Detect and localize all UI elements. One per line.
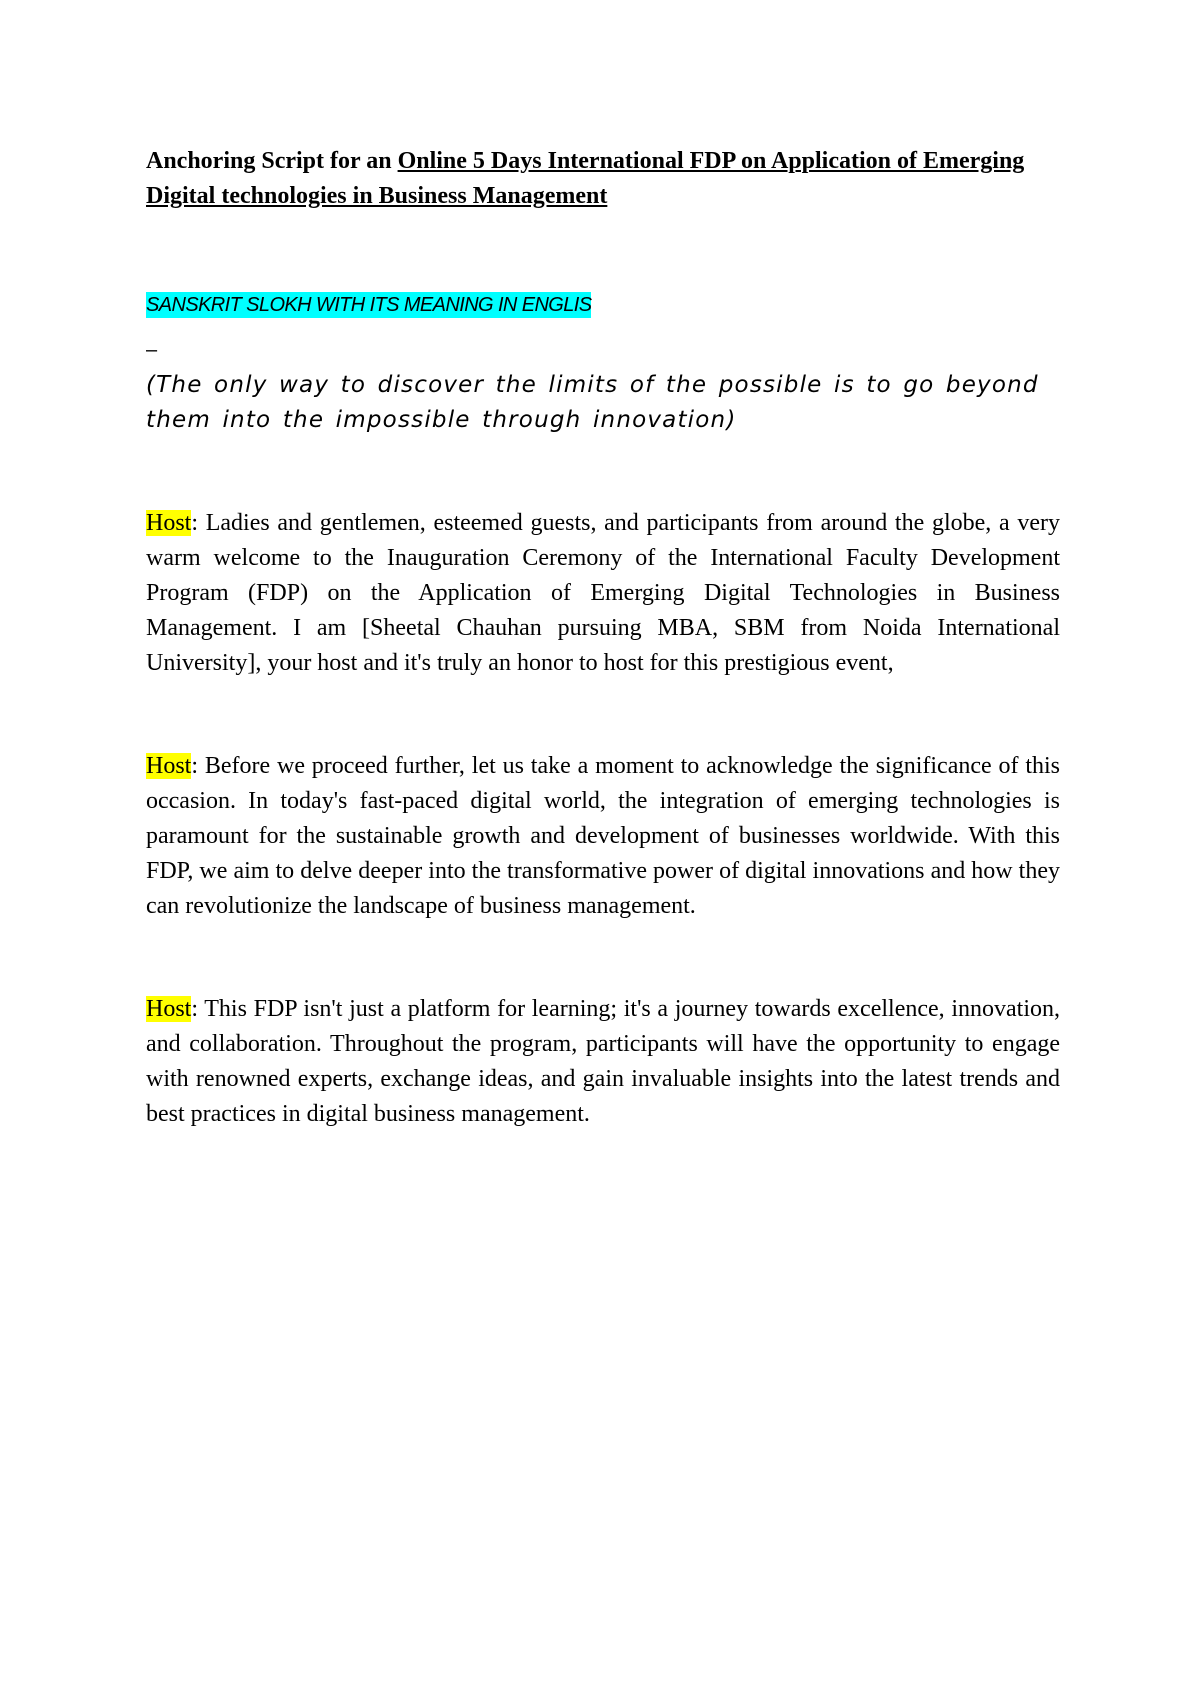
host-label: Host [146, 996, 192, 1022]
title-underlined: Online 5 Days International FDP on Application of Emerging Digital technologies in Business Management [146, 148, 1025, 209]
document-title [146, 144, 1060, 214]
sanskrit-heading [146, 288, 1060, 322]
host-paragraph-text: : This FDP isn't just a platform for learning; it's a journey towards excellence, innovation, and collaboration. Throughout the program, participants will have the opportunity to engage with renowned experts, exchange ideas, and gain invaluable insights into the latest trends and best practices in digital business management. [146, 996, 1060, 1127]
sanskrit-heading-text: SANSKRIT SLOKH WITH ITS MEANING IN ENGLIS [146, 294, 592, 316]
host-paragraph-1 [146, 506, 1060, 681]
document-body [146, 144, 1060, 1132]
host-paragraph-text: : Ladies and gentlemen, esteemed guests, and participants from around the globe, a very warm welcome to the Inauguration Ceremony of the International Faculty Development Program (FDP) on the Application of Emerging Digital Technologies in Business Management. I am [Sheetal Chauhan pursuing MBA, SBM from Noida International University], your host and it's truly an honor to host for this prestigious event, [146, 510, 1060, 676]
innovation-quote: (The only way to discover the limits of the possible is to go beyond them into the impossible through innovation) [146, 372, 1039, 433]
host-paragraph-text: : Before we proceed further, let us take a moment to acknowledge the significance of this occasion. In today's fast-paced digital world, the integration of emerging technologies is paramount for the sustainable growth and development of businesses worldwide. With this FDP, we aim to delve deeper into the transformative power of digital innovations and how they can revolutionize the landscape of business management. [146, 753, 1060, 919]
host-label: Host [146, 510, 192, 536]
title-prefix: Anchoring Script for an [146, 148, 398, 174]
host-label: Host [146, 753, 192, 779]
host-paragraph-2 [146, 749, 1060, 924]
dash-line: – [146, 339, 158, 361]
host-paragraph-3 [146, 992, 1060, 1132]
